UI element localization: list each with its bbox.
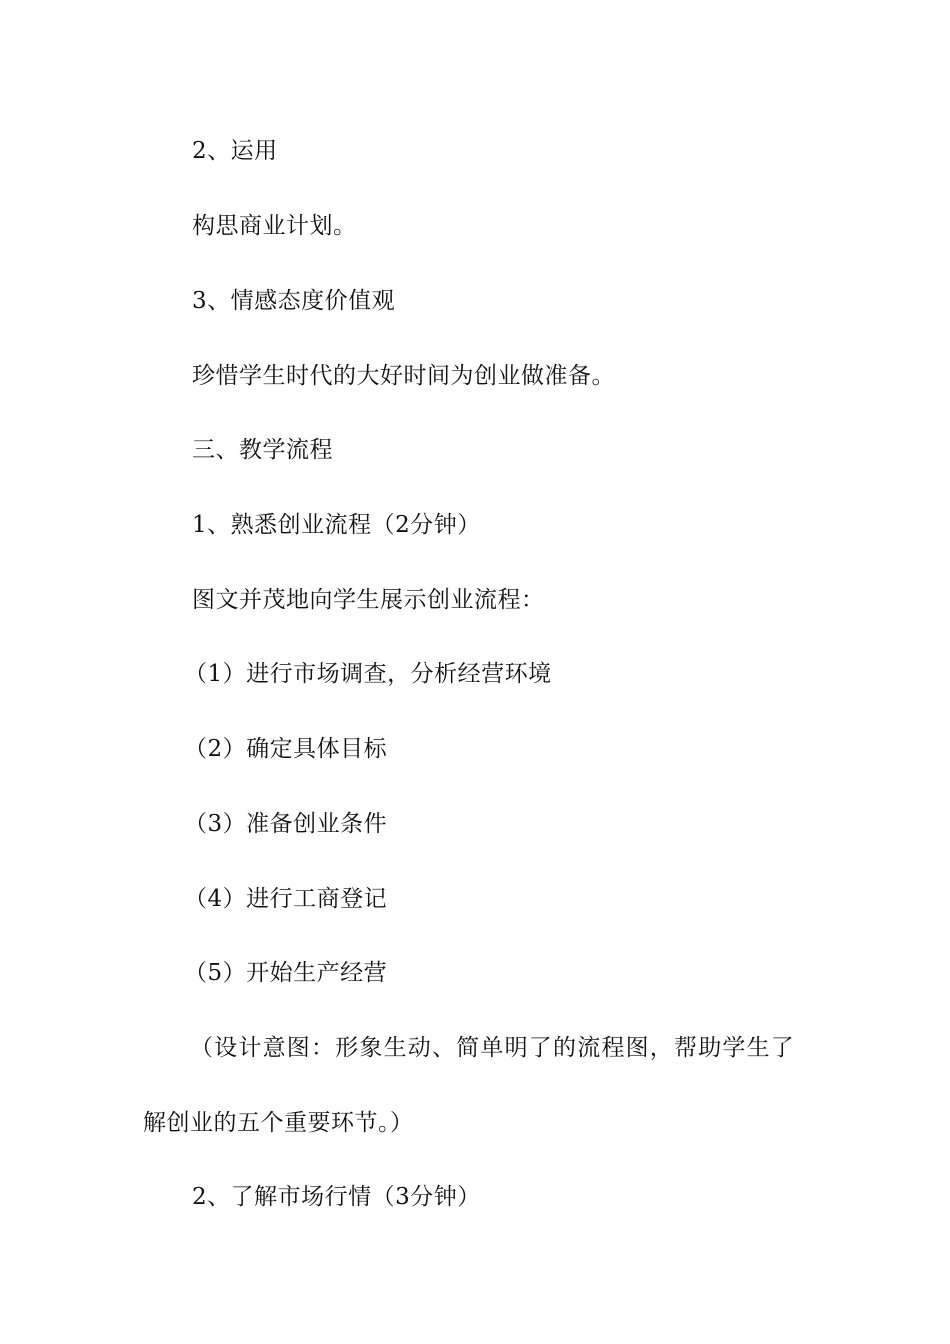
paragraph-show-process: 图文并茂地向学生展示创业流程：	[192, 587, 545, 613]
list-item-set-goals: （2）确定具体目标	[184, 736, 388, 762]
section-heading-application: 2、运用	[192, 138, 278, 164]
section-heading-teaching-process: 三、教学流程	[192, 437, 333, 463]
list-item-start-operation: （5）开始生产经营	[184, 960, 388, 986]
step-heading-market-conditions: 2、了解市场行情（3分钟）	[192, 1184, 481, 1210]
paragraph-cherish-time: 珍惜学生时代的大好时间为创业做准备。	[192, 363, 615, 389]
section-heading-values: 3、情感态度价值观	[192, 288, 396, 314]
list-item-prepare-conditions: （3）准备创业条件	[184, 811, 388, 837]
list-item-registration: （4）进行工商登记	[184, 886, 388, 912]
list-item-market-survey: （1）进行市场调查，分析经营环境	[184, 661, 552, 687]
paragraph-business-plan: 构思商业计划。	[192, 213, 357, 239]
paragraph-design-intent-line1: （设计意图：形象生动、简单明了的流程图，帮助学生了	[190, 1035, 795, 1061]
paragraph-design-intent-line2: 解创业的五个重要环节。）	[143, 1110, 414, 1136]
step-heading-startup-process: 1、熟悉创业流程（2分钟）	[192, 512, 481, 538]
